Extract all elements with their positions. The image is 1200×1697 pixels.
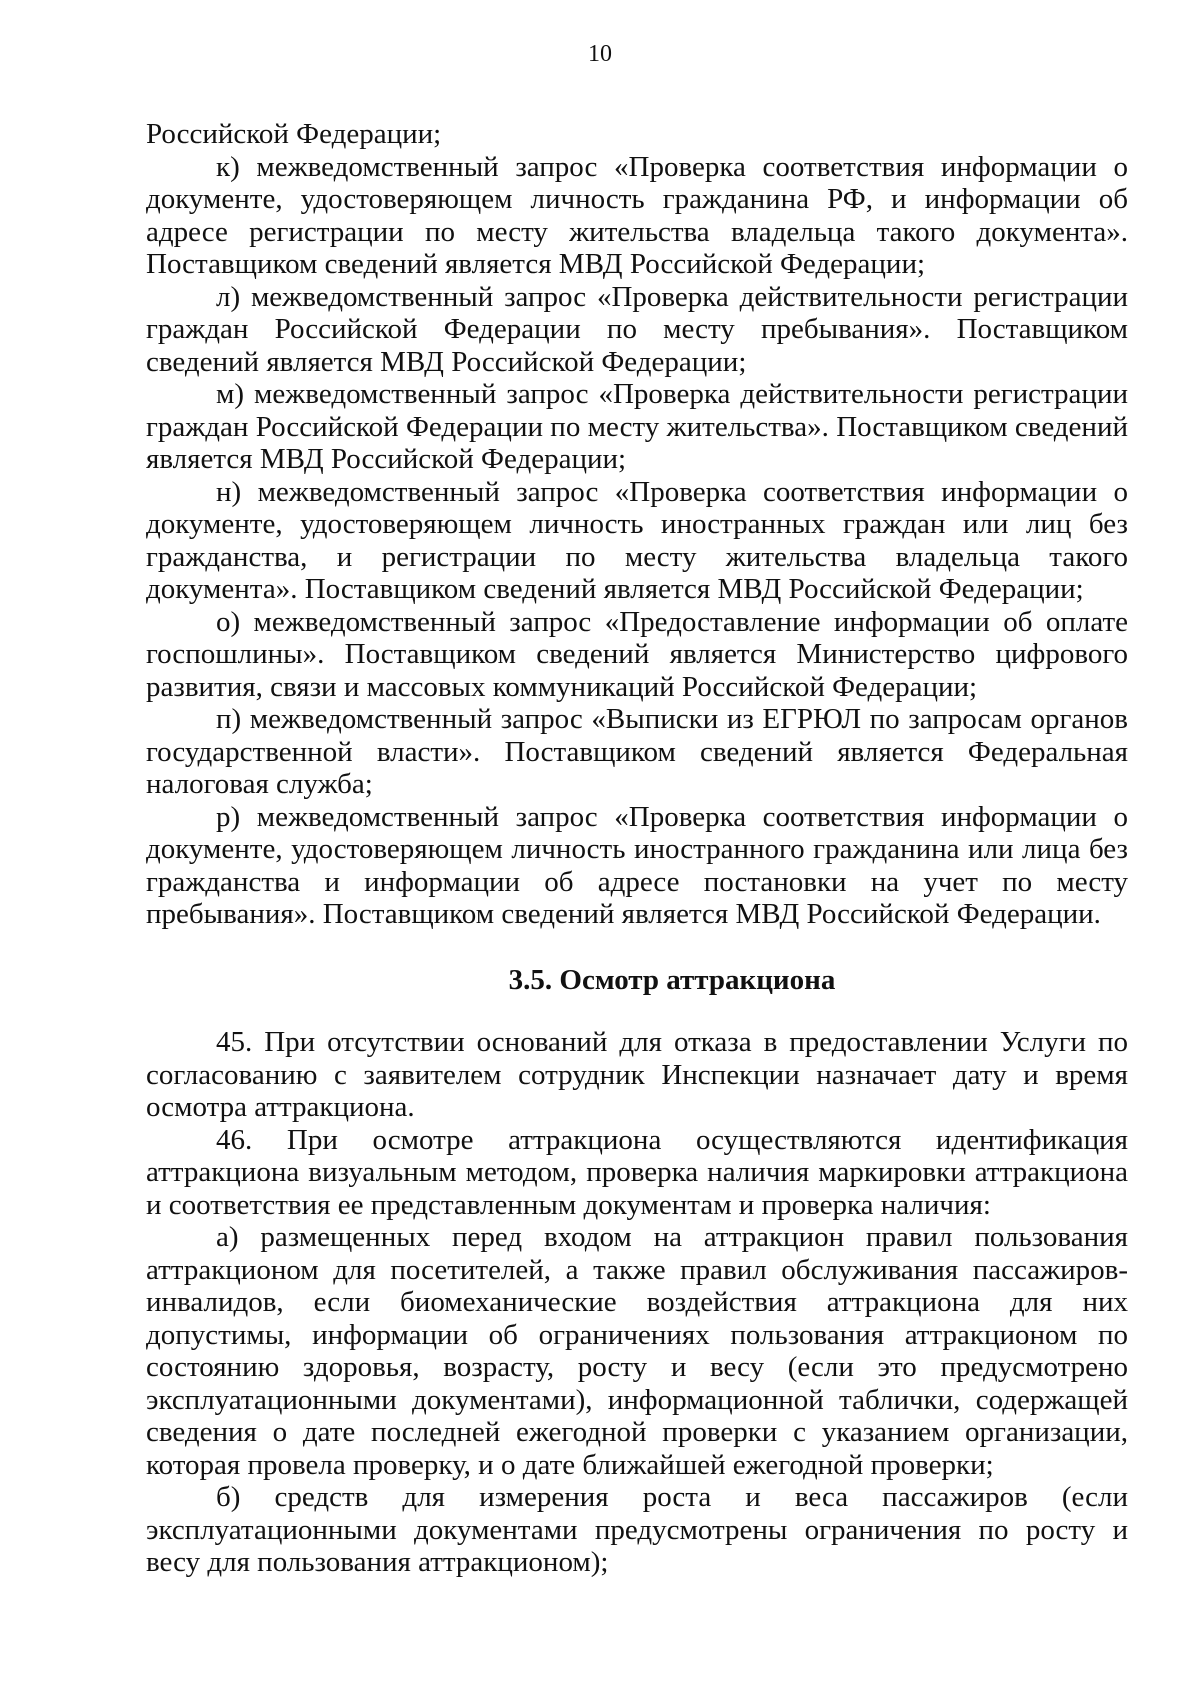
paragraph-45: 45. При отсутствии оснований для отказа в предоставлении Услуги по согласованию с заявителем сотрудник Инспекции назначает дату и время осмотра аттракциона.	[146, 1026, 1128, 1123]
paragraph-item-r: р) межведомственный запрос «Проверка соответствия информации о документе, удостоверяющем личность иностранного гражданина или лица без гражданства и информации об адресе постановки на учет по месту пребывания». Поставщиком сведений является МВД Российской Федерации.	[146, 800, 1128, 930]
paragraph-46: 46. При осмотре аттракциона осуществляются идентификация аттракциона визуальным методом, проверка наличия маркировки аттракциона и соответствия ее представленным документам и проверка наличия:	[146, 1123, 1128, 1221]
paragraph-item-n: н) межведомственный запрос «Проверка соответствия информации о документе, удостоверяющем личность иностранных граждан или лиц без гражданства, и регистрации по месту жительства владельца такого документа». Поставщиком сведений является МВД Российской Федерации;	[146, 475, 1128, 605]
paragraph-item-l: л) межведомственный запрос «Проверка действительности регистрации граждан Российской Федерации по месту пребывания». Поставщиком сведений является МВД Российской Федерации;	[146, 280, 1128, 378]
page-number: 10	[588, 41, 612, 67]
paragraph-continuation: Российской Федерации;	[146, 118, 442, 150]
paragraph-item-b: б) средств для измерения роста и веса пассажиров (если эксплуатационными документами предусмотрены ограничения по росту и весу для пользования аттракционом);	[146, 1481, 1128, 1578]
paragraph-item-m: м) межведомственный запрос «Проверка действительности регистрации граждан Российской Федерации по месту жительства». Поставщиком сведений является МВД Российской Федерации;	[146, 378, 1128, 475]
paragraph-item-p: п) межведомственный запрос «Выписки из ЕГРЮЛ по запросам органов государственной власти». Поставщиком сведений является Федеральная налоговая служба;	[146, 703, 1128, 800]
document-body	[146, 118, 1128, 1579]
paragraph-item-a: а) размещенных перед входом на аттракцион правил пользования аттракционом для посетителей, а также правил обслуживания пассажиров-инвалидов, если биомеханические воздействия аттракциона для них допустимы, информации об ограничениях пользования аттракционом по состоянию здоровья, возрасту, росту и весу (если это предусмотрено эксплуатационными документами), информационной таблички, содержащей сведения о дате последней ежегодной проверки с указанием организации, которая провела проверку, и о дате ближайшей ежегодной проверки;	[146, 1221, 1128, 1481]
section-heading: 3.5. Осмотр аттракциона	[508, 963, 836, 996]
paragraph-item-k: к) межведомственный запрос «Проверка соответствия информации о документе, удостоверяющем личность гражданина РФ, и информации об адресе регистрации по месту жительства владельца такого документа». Поставщиком сведений является МВД Российской Федерации;	[146, 150, 1128, 280]
paragraph-item-o: о) межведомственный запрос «Предоставление информации об оплате госпошлины». Поставщиком сведений является Министерство цифрового развития, связи и массовых коммуникаций Российской Федерации;	[146, 605, 1128, 703]
